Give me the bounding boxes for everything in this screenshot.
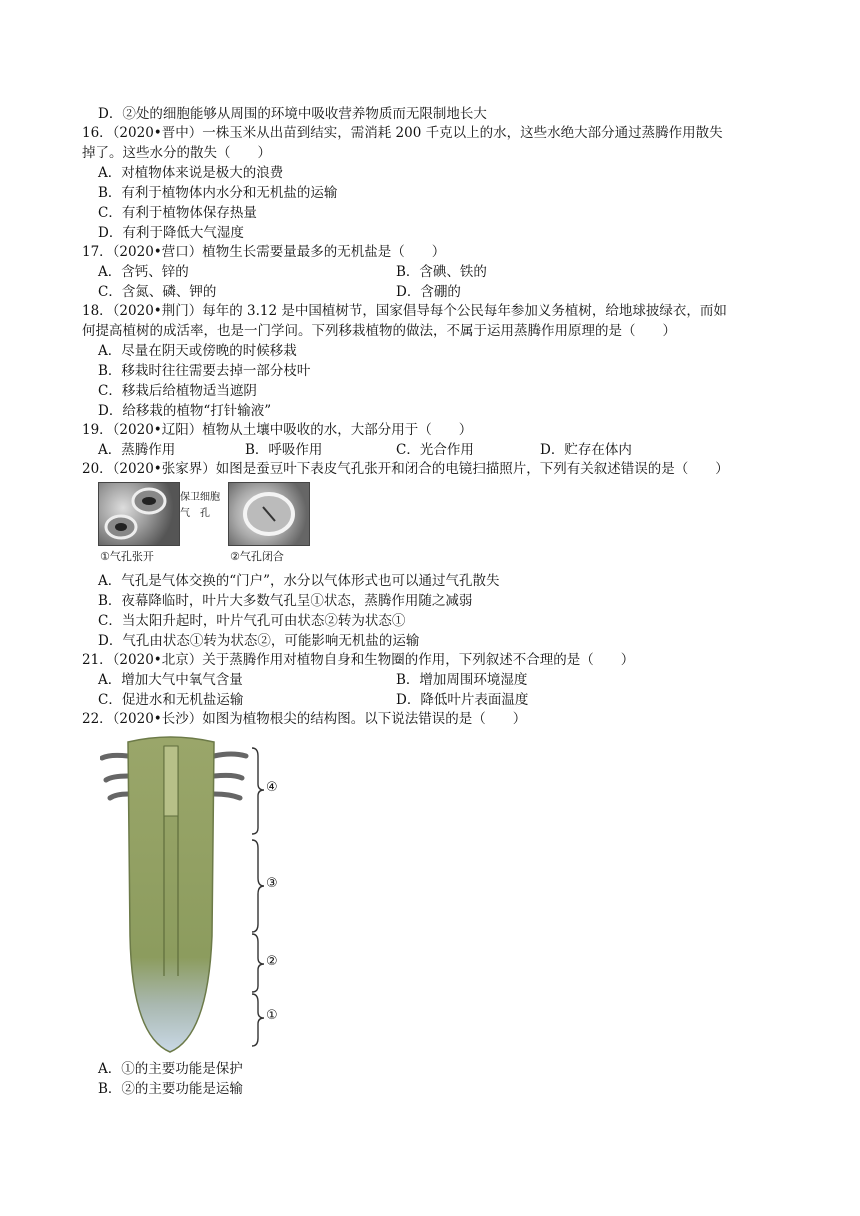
q17-option-d: D．含硼的 xyxy=(396,284,461,300)
q19-option-a: A．蒸腾作用 xyxy=(98,442,176,458)
q20-option-a: A．气孔是气体交换的“门户”，水分以气体形式也可以通过气孔散失 xyxy=(98,573,500,589)
q20-stem: 20．（2020•张家界）如图是蚕豆叶下表皮气孔张开和闭合的电镜扫描照片，下列有关叙述错误的是（ ） xyxy=(82,461,729,477)
stoma-label: 气 孔 xyxy=(180,508,210,519)
zone-1-label: ① xyxy=(266,1008,278,1023)
q20-option-c: C．当太阳升起时，叶片气孔可由状态②转为状态① xyxy=(98,613,406,629)
q22-stem: 22．（2020•长沙）如图为植物根尖的结构图。以下说法错误的是（ ） xyxy=(82,711,527,727)
zone-2-label: ② xyxy=(266,954,278,969)
guard-cell-label: 保卫细胞 xyxy=(180,492,220,503)
q21-option-b: B．增加周围环境湿度 xyxy=(396,672,528,688)
q17-option-b: B．含碘、铁的 xyxy=(396,264,487,280)
q19-option-c: C．光合作用 xyxy=(396,442,474,458)
q18-stem-2: 何提高植树的成活率，也是一门学问。下列移栽植物的做法，不属于运用蒸腾作用原理的是（ ） xyxy=(82,323,676,339)
q19-stem: 19．（2020•辽阳）植物从土壤中吸收的水，大部分用于（ ） xyxy=(82,422,473,438)
stomata-figure xyxy=(98,482,310,566)
q16-stem-2: 掉了。这些水分的散失（ ） xyxy=(82,145,271,161)
q17-stem: 17．（2020•营口）植物生长需要量最多的无机盐是（ ） xyxy=(82,244,446,260)
q17-option-c: C．含氮、磷、钾的 xyxy=(98,284,217,300)
q15-option-d: D．②处的细胞能够从周围的环境中吸收营养物质而无限制地长大 xyxy=(98,106,487,122)
q19-option-d: D．贮存在体内 xyxy=(540,442,632,458)
stomata-open-photo xyxy=(98,482,180,546)
q18-option-d: D．给移栽的植物“打针输液” xyxy=(98,403,272,419)
q21-option-c: C．促进水和无机盐运输 xyxy=(98,692,244,708)
q18-stem-1: 18．（2020•荆门）每年的 3.12 是中国植树节，国家倡导每个公民每年参加义务植树，给地球披绿衣，而如 xyxy=(82,303,727,319)
stomata-closed-photo xyxy=(228,482,310,546)
q21-stem: 21．（2020•北京）关于蒸腾作用对植物自身和生物圈的作用，下列叙述不合理的是（ ） xyxy=(82,652,635,668)
zone-3-label: ③ xyxy=(266,876,278,891)
q18-option-c: C．移栽后给植物适当遮阴 xyxy=(98,383,257,399)
root-tip-figure xyxy=(100,736,400,1058)
q21-option-d: D．降低叶片表面温度 xyxy=(396,692,529,708)
zone-4-label: ④ xyxy=(266,780,278,795)
q19-option-b: B．呼吸作用 xyxy=(245,442,323,458)
q22-option-b: B．②的主要功能是运输 xyxy=(98,1081,243,1097)
caption-open: ①气孔张开 xyxy=(100,550,154,563)
q20-option-b: B．夜幕降临时，叶片大多数气孔呈①状态，蒸腾作用随之减弱 xyxy=(98,593,473,609)
root-tip-drawing xyxy=(100,736,400,1058)
q18-option-a: A．尽量在阴天或傍晚的时候移栽 xyxy=(98,343,297,359)
caption-closed: ②气孔闭合 xyxy=(230,550,284,563)
q16-option-b: B．有利于植物体内水分和无机盐的运输 xyxy=(98,185,338,201)
q21-option-a: A．增加大气中氧气含量 xyxy=(98,672,243,688)
q16-stem-1: 16．（2020•晋中）一株玉米从出苗到结实，需消耗 200 千克以上的水，这些水绝大部分通过蒸腾作用散失 xyxy=(82,125,723,141)
q18-option-b: B．移栽时往往需要去掉一部分枝叶 xyxy=(98,363,311,379)
q16-option-a: A．对植物体来说是极大的浪费 xyxy=(98,165,284,181)
q20-option-d: D．气孔由状态①转为状态②，可能影响无机盐的运输 xyxy=(98,633,420,649)
q16-option-c: C．有利于植物体保存热量 xyxy=(98,205,257,221)
q17-option-a: A．含钙、锌的 xyxy=(98,264,189,280)
q16-option-d: D．有利于降低大气湿度 xyxy=(98,225,244,241)
q22-option-a: A．①的主要功能是保护 xyxy=(98,1061,243,1077)
